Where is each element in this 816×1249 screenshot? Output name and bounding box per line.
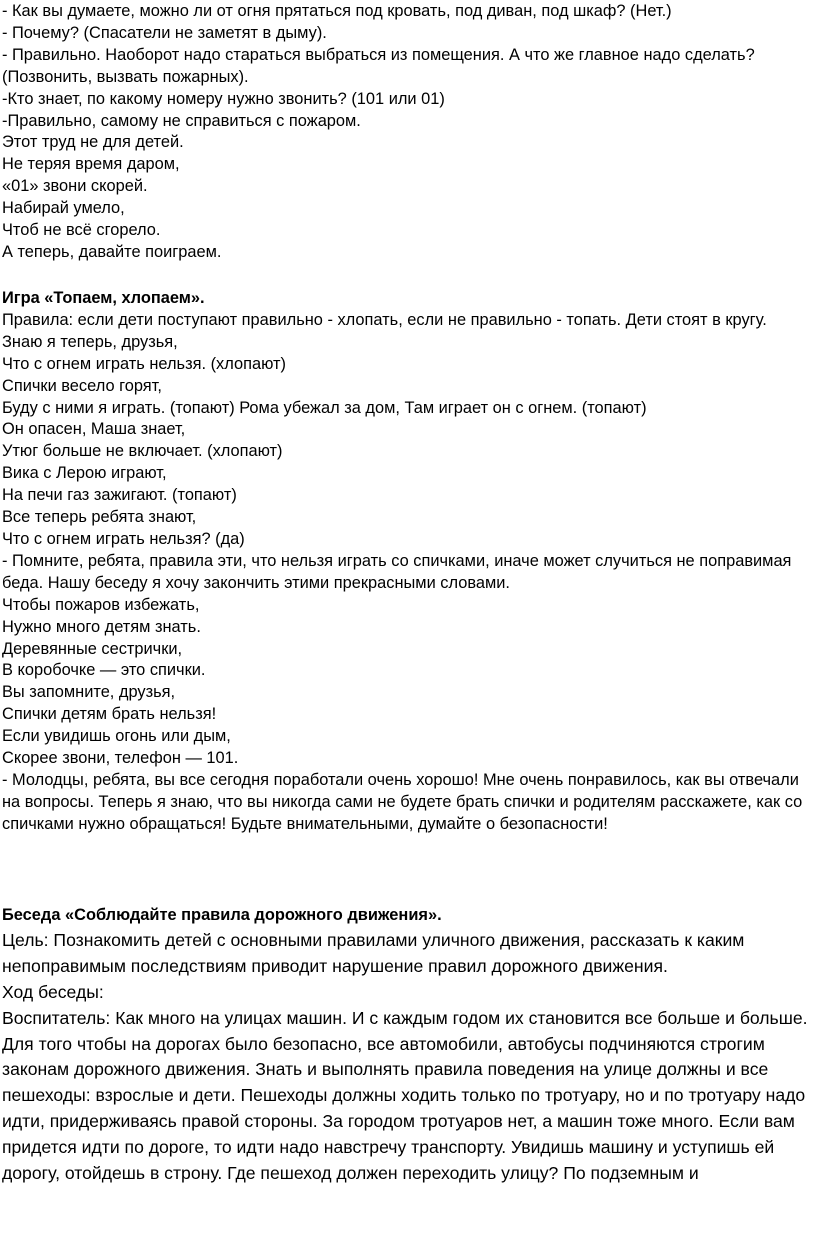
text-line: -Кто знает, по какому номеру нужно звонить? (101 или 01) (2, 89, 445, 108)
text-line: Что с огнем играть нельзя? (да) (2, 529, 245, 548)
text-line: А теперь, давайте поиграем. (2, 242, 222, 261)
text-line: Вика с Лерою играют, (2, 464, 167, 483)
text-line: Спички весело горят, (2, 376, 162, 395)
text-line: Что с огнем играть нельзя. (хлопают) (2, 354, 286, 373)
poem-line: Набирай умело, (2, 199, 125, 218)
poem-line: Чтобы пожаров избежать, (2, 595, 200, 614)
text-line: - Помните, ребята, правила эти, что нельзя играть со спичками, иначе может случиться не поправимая беда. Нашу беседу я хочу закончить этими прекрасными словами. (2, 551, 792, 592)
text-line: Буду с ними я играть. (топают) Рома убежал за дом, Там играет он с огнем. (топают) (2, 398, 647, 417)
poem-line: Вы запомните, друзья, (2, 683, 176, 702)
fire-conversation-section (2, 1, 814, 264)
progress-label: Ход беседы: (2, 981, 104, 1002)
poem-line: Этот труд не для детей. (2, 133, 184, 152)
text-line: - Правильно. Наоборот надо стараться выбраться из помещения. А что же главное надо сделать? (Позвонить, вызвать пожарных). (2, 45, 755, 86)
poem-line: Не теряя время даром, (2, 155, 180, 174)
text-line: Утюг больше не включает. (хлопают) (2, 442, 283, 461)
game-rules: Правила: если дети поступают правильно - хлопать, если не правильно - топать. Дети стоят в кругу. (2, 310, 767, 329)
goal-paragraph: Цель: Познакомить детей с основными правилами уличного движения, рассказать к каким непоправимым последствиям приводит нарушение правил дорожного движения. (2, 929, 745, 976)
text-line: - Как вы думаете, можно ли от огня прятаться под кровать, под диван, под шкаф? (Нет.) (2, 2, 672, 20)
teacher-paragraph: Воспитатель: Как много на улицах машин. И с каждым годом их становится все больше и больше. Для того чтобы на дорогах было безопасно, все автомобили, автобусы подчиняются строгим законам дорожного движения. Знать и выполнять правила поведения на улице должны и все пешеходы: взрослые и дети. Пешеходы должны ходить только по тротуару, но и по тротуару надо идти, придерживаясь правой стороны. За городом тротуаров нет, а машин тоже много. Если вам придется идти по дороге, то идти надо навстречу транспорту. Увидишь машину и уступишь ей дорогу, отойдешь в строну. Где пешеход должен переходить улицу? По подземным и (2, 1007, 808, 1184)
poem-line: В коробочке — это спички. (2, 661, 206, 680)
closing-paragraph: - Молодцы, ребята, вы все сегодня поработали очень хорошо! Мне очень понравилось, как вы отвечали на вопросы. Теперь я знаю, что вы никогда сами не будете брать спички и родителям расскажете, как со спичками нужно обращаться! Будьте внимательными, думайте о безопасности! (2, 770, 803, 833)
traffic-rules-section (2, 905, 814, 1187)
game-heading: Игра «Топаем, хлопаем». (2, 289, 205, 307)
text-line: Все теперь ребята знают, (2, 508, 197, 527)
poem-line: Скорее звони, телефон — 101. (2, 749, 239, 768)
poem-line: Если увидишь огонь или дым, (2, 727, 231, 746)
poem-line: Нужно много детям знать. (2, 617, 201, 636)
text-line: - Почему? (Спасатели не заметят в дыму). (2, 23, 327, 42)
poem-line: «01» звони скорей. (2, 177, 148, 196)
text-line: На печи газ зажигают. (топают) (2, 486, 237, 505)
game-section (2, 288, 814, 836)
text-line: Знаю я теперь, друзья, (2, 332, 178, 351)
text-line: Он опасен, Маша знает, (2, 420, 186, 439)
poem-line: Чтоб не всё сгорело. (2, 221, 161, 240)
traffic-heading: Беседа «Соблюдайте правила дорожного движения». (2, 906, 442, 924)
text-line: -Правильно, самому не справиться с пожаром. (2, 111, 361, 130)
poem-line: Деревянные сестрички, (2, 639, 183, 658)
poem-line: Спички детям брать нельзя! (2, 705, 217, 724)
